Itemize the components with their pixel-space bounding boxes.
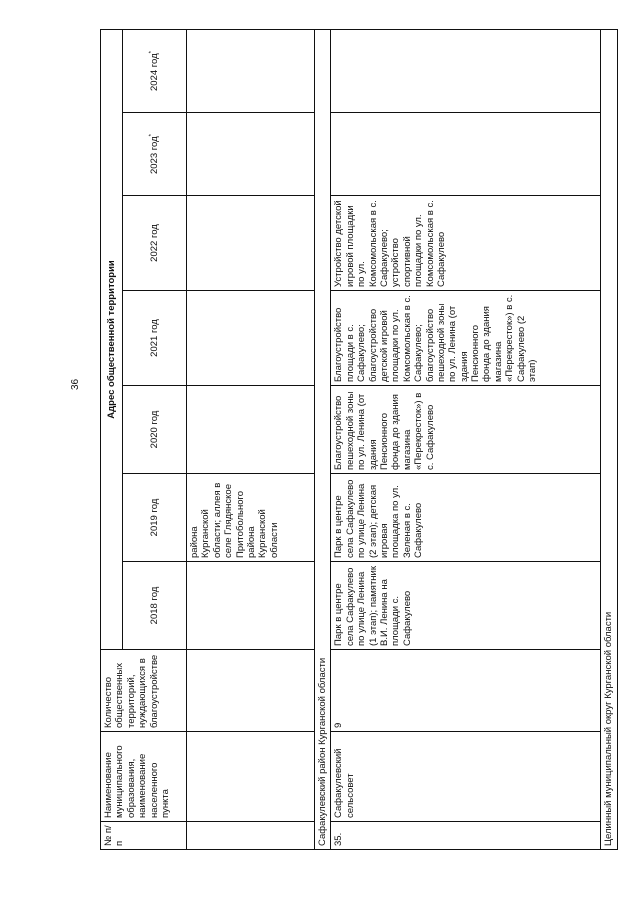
cell-2019: Парк в центре села Сафакулево по улице Ленина (2 этап); детская игровая площадка по ул. Зеленая в с. Сафакулево [331,474,601,562]
header-year-2023: 2023 год* [123,113,187,196]
header-year-2019: 2019 год [123,474,187,562]
header-year-2018: 2018 год [123,562,187,650]
cell-2018: Парк в центре села Сафакулево по улице Ленина (1 этап); памятник В.И. Ленина на площади с. Сафакулево [331,562,601,650]
cell [187,732,315,822]
cell [187,386,315,474]
cell [187,562,315,650]
row-number: 35. [331,822,601,850]
territory-count: 9 [331,650,601,732]
cell [187,29,315,112]
cell-2021: Благоустройство площади в с. Сафакулево; благоустройство детской игровой площадки по ул. Комсомольская в с. Сафакулево; благоустройство пешеходной зоны по ул. Ленина (от здания Пенсионного фонда до здания магазина «Перекресток») в с. Сафакулево (2 этап) [331,291,601,386]
header-municipality: Наименование муниципального образования, наименование населенного пункта [101,732,187,822]
table-row [187,29,315,849]
table-row [331,29,601,849]
header-number: № п/п [101,822,187,850]
cell [187,113,315,196]
page-number: 36 [70,378,81,390]
cell [187,291,315,386]
cell-2022: Устройство детской игровой площадки по ул. Комсомольская в с. Сафакулево; устройство спортивной площадки по ул. Комсомольская в с. Сафакулево [331,196,601,291]
footnote-mark: * [148,134,155,137]
municipality-name: Сафакулевский сельсовет [331,732,601,822]
rotated-table-wrapper [100,30,620,850]
cell-2023 [331,113,601,196]
section-title: Сафакулевский район Курганской области [315,29,331,849]
header-territory-count: Количество общественных территорий, нуждающихся в благоустройстве [101,650,187,732]
header-year-2021: 2021 год [123,291,187,386]
footnote-mark: * [148,50,155,54]
cell [187,822,315,850]
cell-2019: района Курганской области; аллея в селе Глядянское Притобольного района Курганской области [187,474,315,562]
cell-2020: Благоустройство пешеходной зоны по ул. Ленина (от здания Пенсионного фонда до здания магазина «Перекресток») в с. Сафакулево [331,386,601,474]
cell [187,650,315,732]
section-row [315,29,331,849]
section-title: Целинный муниципальный округ Курганской области [601,29,617,849]
header-address: Адрес общественной территории [101,29,123,649]
section-row [601,29,617,849]
header-year-2020: 2020 год [123,386,187,474]
header-year-2024: 2024 год* [123,29,187,112]
cell [187,196,315,291]
cell-2024 [331,29,601,112]
header-year-2022: 2022 год [123,196,187,291]
public-territories-table [100,29,618,850]
